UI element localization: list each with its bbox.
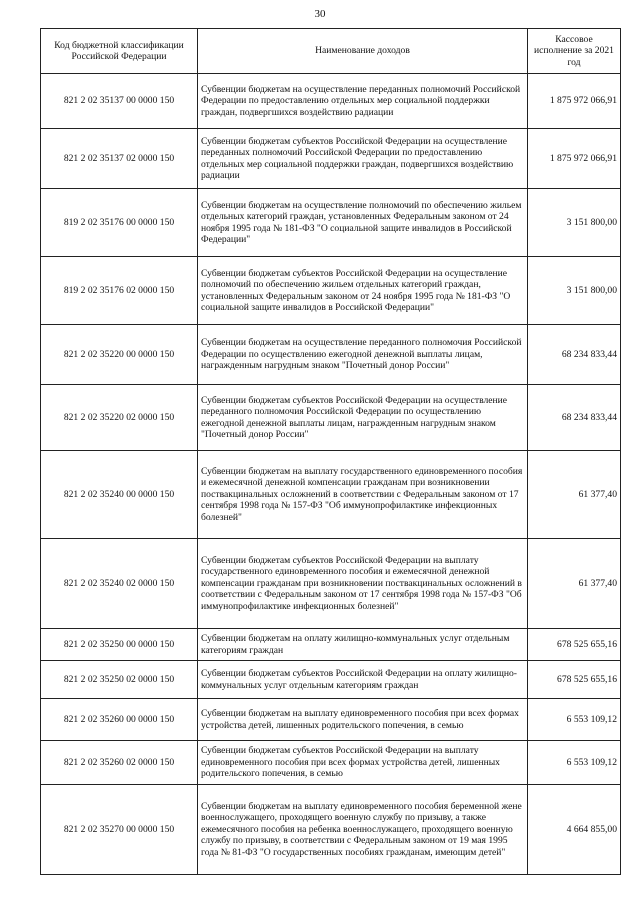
header-amount: Кассовое исполнение за 2021 год (528, 29, 621, 74)
page-number: 30 (314, 8, 326, 20)
table-row (41, 741, 621, 785)
row-name: Субвенции бюджетам субъектов Российской Федерации на выплату единовременного пособия при всех формах устройства детей, лишенных родительского попечения, в семью (198, 741, 528, 785)
row-amount: 61 377,40 (528, 539, 621, 629)
row-code: 821 2 02 35250 00 0000 150 (41, 629, 198, 661)
row-amount: 4 664 855,00 (528, 785, 621, 875)
table-row (41, 385, 621, 451)
row-name: Субвенции бюджетам на осуществление переданного полномочия Российской Федерации по осуществлению ежегодной денежной выплаты лицам, награжденным нагрудным знаком "Почетный донор России" (198, 325, 528, 385)
row-code: 821 2 02 35260 00 0000 150 (41, 699, 198, 741)
row-code: 821 2 02 35260 02 0000 150 (41, 741, 198, 785)
revenue-table (40, 28, 621, 875)
table-row (41, 661, 621, 699)
row-code: 821 2 02 35137 02 0000 150 (41, 129, 198, 189)
table-row (41, 74, 621, 129)
row-amount: 1 875 972 066,91 (528, 74, 621, 129)
row-code: 819 2 02 35176 02 0000 150 (41, 257, 198, 325)
table-row (41, 257, 621, 325)
row-name: Субвенции бюджетам субъектов Российской Федерации на осуществление переданных полномочий Российской Федерации по предоставлению отдельных мер социальной поддержки граждан, подвергшихся воздействию радиации (198, 129, 528, 189)
row-amount: 68 234 833,44 (528, 385, 621, 451)
table-row (41, 129, 621, 189)
row-name: Субвенции бюджетам субъектов Российской Федерации на оплату жилищно-коммунальных услуг отдельным категориям граждан (198, 661, 528, 699)
row-name: Субвенции бюджетам субъектов Российской Федерации на осуществление переданного полномочия Российской Федерации по осуществлению ежегодной денежной выплаты лицам, награжденным нагрудным знаком "Почетный донор России" (198, 385, 528, 451)
row-amount: 6 553 109,12 (528, 741, 621, 785)
row-name: Субвенции бюджетам на осуществление полномочий по обеспечению жильем отдельных категорий граждан, установленных Федеральным законом от 24 ноября 1995 года № 181-ФЗ "О социальной защите инвалидов в Российской Федерации" (198, 189, 528, 257)
row-amount: 6 553 109,12 (528, 699, 621, 741)
table-row (41, 785, 621, 875)
table-row (41, 325, 621, 385)
table-header-row (41, 29, 621, 74)
row-name: Субвенции бюджетам субъектов Российской Федерации на осуществление полномочий по обеспечению жильем отдельных категорий граждан, установленных Федеральным законом от 24 ноября 1995 года № 181-ФЗ "О социальной защите инвалидов в Российской Федерации" (198, 257, 528, 325)
table-row (41, 539, 621, 629)
row-amount: 678 525 655,16 (528, 629, 621, 661)
header-name: Наименование доходов (198, 29, 528, 74)
row-amount: 3 151 800,00 (528, 189, 621, 257)
row-code: 819 2 02 35176 00 0000 150 (41, 189, 198, 257)
row-amount: 61 377,40 (528, 451, 621, 539)
table-row (41, 451, 621, 539)
row-amount: 3 151 800,00 (528, 257, 621, 325)
row-name: Субвенции бюджетам на выплату единовременного пособия при всех формах устройства детей, лишенных родительского попечения, в семью (198, 699, 528, 741)
row-code: 821 2 02 35270 00 0000 150 (41, 785, 198, 875)
table-row (41, 699, 621, 741)
row-amount: 678 525 655,16 (528, 661, 621, 699)
row-code: 821 2 02 35137 00 0000 150 (41, 74, 198, 129)
row-name: Субвенции бюджетам на осуществление переданных полномочий Российской Федерации по предоставлению отдельных мер социальной поддержки граждан, подвергшихся воздействию радиации (198, 74, 528, 129)
table-row (41, 629, 621, 661)
row-code: 821 2 02 35220 00 0000 150 (41, 325, 198, 385)
row-code: 821 2 02 35240 02 0000 150 (41, 539, 198, 629)
row-name: Субвенции бюджетам на оплату жилищно-коммунальных услуг отдельным категориям граждан (198, 629, 528, 661)
row-name: Субвенции бюджетам на выплату государственного единовременного пособия и ежемесячной денежной компенсации гражданам при возникновении поствакцинальных осложнений в соответствии с Федеральным законом от 17 сентября 1998 года № 157-ФЗ "Об иммунопрофилактике инфекционных болезней" (198, 451, 528, 539)
row-amount: 1 875 972 066,91 (528, 129, 621, 189)
row-name: Субвенции бюджетам субъектов Российской Федерации на выплату государственного единовременного пособия и ежемесячной денежной компенсации гражданам при возникновении поствакцинальных осложнений в соответствии с Федеральным законом от 17 сентября 1998 года № 157-ФЗ "Об иммунопрофилактике инфекционных болезней" (198, 539, 528, 629)
row-name: Субвенции бюджетам на выплату единовременного пособия беременной жене военнослужащего, проходящего военную службу по призыву, а также ежемесячного пособия на ребенка военнослужащего, проходящего военную службу по призыву, в соответствии с Федеральным законом от 19 мая 1995 года № 81-ФЗ "О государственных пособиях гражданам, имеющим детей" (198, 785, 528, 875)
header-code: Код бюджетной классификации Российской Федерации (41, 29, 198, 74)
row-code: 821 2 02 35240 00 0000 150 (41, 451, 198, 539)
row-code: 821 2 02 35250 02 0000 150 (41, 661, 198, 699)
row-amount: 68 234 833,44 (528, 325, 621, 385)
table-row (41, 189, 621, 257)
row-code: 821 2 02 35220 02 0000 150 (41, 385, 198, 451)
